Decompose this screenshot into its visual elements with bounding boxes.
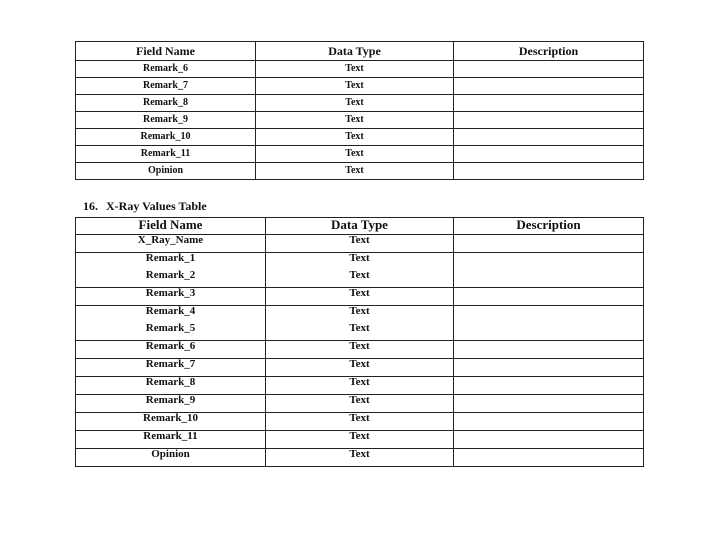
field-name-cell: Remark_10: [76, 413, 266, 431]
data-type-cell: Text: [266, 288, 454, 306]
section-title: X-Ray Values Table: [106, 199, 207, 213]
field-name-cell: [76, 253, 266, 288]
column-header-description: Description: [454, 42, 644, 61]
data-type-cell: Text: [266, 449, 454, 467]
section-heading: [83, 199, 207, 214]
description-cell: [454, 359, 644, 377]
field-name-cell: Remark_8: [76, 95, 256, 112]
description-cell: [454, 235, 644, 253]
data-type-cell: Text: [256, 61, 454, 78]
data-type-cell: Text: [266, 377, 454, 395]
table-row: [76, 377, 644, 395]
description-cell: [454, 413, 644, 431]
table-row: [76, 413, 644, 431]
field-name: Remark_1: [145, 252, 196, 264]
data-type-cell: [266, 306, 454, 341]
description-cell: [454, 163, 644, 180]
section-number: 16.: [83, 199, 98, 213]
description-cell: [454, 377, 644, 395]
table-row: [76, 235, 644, 253]
field-name-cell: Remark_8: [76, 377, 266, 395]
data-type-cell: [266, 253, 454, 288]
table-row: [76, 78, 644, 95]
field-name-cell: Remark_7: [76, 78, 256, 95]
data-type: Text: [349, 322, 370, 334]
field-name-cell: Opinion: [76, 449, 266, 467]
table-row: [76, 395, 644, 413]
column-header-description: Description: [454, 218, 644, 235]
data-type-cell: Text: [256, 95, 454, 112]
data-type-cell: Text: [266, 395, 454, 413]
column-header-field-name: Field Name: [76, 42, 256, 61]
table-row: [76, 359, 644, 377]
description-cell: [454, 129, 644, 146]
field-name: Remark_4: [145, 305, 196, 317]
field-table-continued: [75, 41, 644, 180]
data-type-cell: Text: [266, 235, 454, 253]
data-type-cell: Text: [266, 431, 454, 449]
field-name-cell: Remark_6: [76, 61, 256, 78]
description-cell: [454, 95, 644, 112]
description-cell: [454, 449, 644, 467]
table-row: [76, 163, 644, 180]
description: [454, 306, 643, 323]
description-cell: [454, 253, 644, 288]
field-name-cell: X_Ray_Name: [76, 235, 266, 253]
data-type: Text: [349, 252, 370, 264]
xray-values-table: [75, 217, 644, 467]
field-name-cell: Remark_6: [76, 341, 266, 359]
column-header-data-type: Data Type: [266, 218, 454, 235]
table-row: [76, 129, 644, 146]
field-name-cell: Remark_9: [76, 395, 266, 413]
column-header-field-name: Field Name: [76, 218, 266, 235]
description: [454, 323, 643, 340]
data-type-cell: Text: [266, 341, 454, 359]
table-row: [76, 112, 644, 129]
description: [454, 270, 643, 287]
data-type-cell: Text: [256, 163, 454, 180]
table-row: [76, 431, 644, 449]
field-name: Remark_2: [145, 269, 196, 281]
table-row: [76, 449, 644, 467]
table-header-row: [76, 42, 644, 61]
field-name-cell: Remark_3: [76, 288, 266, 306]
description-cell: [454, 395, 644, 413]
description-cell: [454, 112, 644, 129]
column-header-data-type: Data Type: [256, 42, 454, 61]
field-name-cell: Remark_9: [76, 112, 256, 129]
data-type-cell: Text: [266, 413, 454, 431]
description-cell: [454, 431, 644, 449]
table-row: [76, 146, 644, 163]
description-cell: [454, 306, 644, 341]
field-name-cell: Opinion: [76, 163, 256, 180]
field-name-cell: [76, 306, 266, 341]
description-cell: [454, 61, 644, 78]
data-type-cell: Text: [256, 78, 454, 95]
description-cell: [454, 146, 644, 163]
data-type: Text: [349, 305, 370, 317]
description: [454, 253, 643, 270]
field-name-cell: Remark_11: [76, 146, 256, 163]
description-cell: [454, 288, 644, 306]
data-type-cell: Text: [256, 146, 454, 163]
data-type-cell: Text: [256, 129, 454, 146]
data-type-cell: Text: [256, 112, 454, 129]
data-type: Text: [349, 269, 370, 281]
table-row: [76, 253, 644, 288]
description-cell: [454, 78, 644, 95]
table-row: [76, 306, 644, 341]
field-name-cell: Remark_7: [76, 359, 266, 377]
data-type-cell: Text: [266, 359, 454, 377]
table-header-row: [76, 218, 644, 235]
field-name-cell: Remark_10: [76, 129, 256, 146]
field-name-cell: Remark_11: [76, 431, 266, 449]
description-cell: [454, 341, 644, 359]
table-row: [76, 95, 644, 112]
table-row: [76, 288, 644, 306]
field-name: Remark_5: [145, 322, 196, 334]
table-row: [76, 341, 644, 359]
table-row: [76, 61, 644, 78]
